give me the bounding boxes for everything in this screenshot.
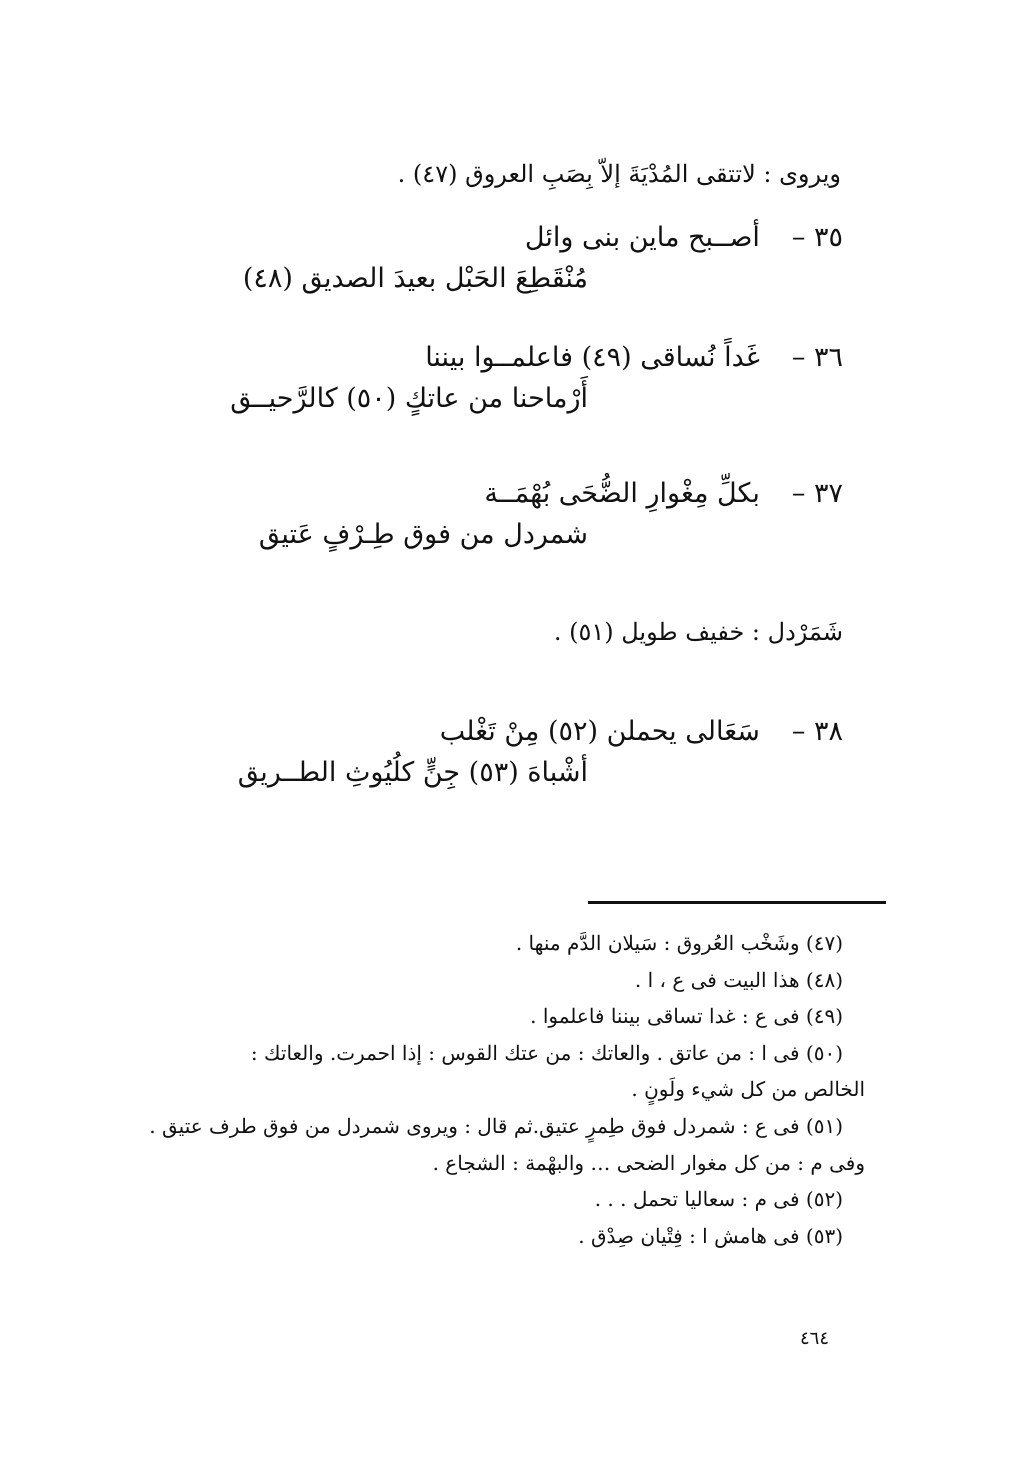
verse-38	[183, 716, 843, 788]
footnote: (٥٣) فى هامش ا : فِتْيان صِدْق .	[578, 1223, 843, 1248]
footnote: (٥٠) فى ا : من عاتق . والعاتك : من عتك القوس : إذا احمرت. والعاتك :	[250, 1040, 843, 1065]
page-number: ٤٦٤	[800, 1328, 830, 1349]
verse-36	[183, 342, 843, 414]
footnote-continuation: وفى م : من كل مغوار الضحى … والبهْمة : الشجاع .	[432, 1150, 865, 1175]
verse-first-hemistich: غَداً نُساقى (٤٩) فاعلمــوا بيننا	[425, 342, 760, 373]
footnote: (٤٩) فى ع : غدا تساقى بيننا فاعلموا .	[530, 1004, 843, 1029]
verse-number: ٣٨ –	[791, 716, 843, 747]
verse-number: ٣٦ –	[791, 342, 843, 373]
verse-first-hemistich: أصــبح ماين بنى وائل	[524, 222, 760, 253]
footnote-divider	[588, 901, 886, 904]
footnote: (٥٢) فى م : سعاليا تحمل . . .	[594, 1187, 843, 1212]
verse-second-hemistich: مُنْقَطِعَ الحَبْل بعيدَ الصديق (٤٨)	[242, 263, 588, 294]
verse-number: ٣٧ –	[791, 478, 843, 509]
verse-number: ٣٥ –	[791, 222, 843, 253]
verse-first-hemistich: بكلِّ مِغْوارِ الضُّحَى بُهْمَــة	[484, 478, 760, 509]
verse-second-hemistich: أشْباهَ (٥٣) جِنٍّ كلُيُوثِ الطــريق	[237, 757, 588, 788]
intro-line: ويروى : لاتتقى المُدْيَةَ إلاّ بِصَبِ العروق (٤٧) .	[397, 160, 841, 188]
verse-second-hemistich: شمردل من فوق طِـرْفٍ عَتيق	[258, 519, 588, 550]
explanation-line: شَمَرْدل : خفيف طويل (٥١) .	[553, 618, 843, 646]
footnotes	[135, 925, 865, 1254]
verse-first-hemistich: سَعَالى يحملن (٥٢) مِنْ تَغْلب	[439, 716, 760, 747]
footnote: (٤٨) هذا البيت فى ع ، ا .	[634, 967, 843, 992]
footnote: (٤٧) وشَخْب العُروق : سَيلان الدَّم منها .	[515, 931, 843, 955]
verse-37	[183, 478, 843, 550]
footnote: (٥١) فى ع : شمردل فوق طِمرٍ عتيق.ثم قال : ويروى شمردل من فوق طرف عتيق .	[149, 1113, 843, 1138]
footnote-continuation: الخالص من كل شيء ولَونٍ .	[631, 1077, 865, 1102]
verse-35	[183, 222, 843, 294]
verse-second-hemistich: أَرْماحنا من عاتكٍ (٥٠) كالرَّحيــق	[230, 383, 588, 414]
